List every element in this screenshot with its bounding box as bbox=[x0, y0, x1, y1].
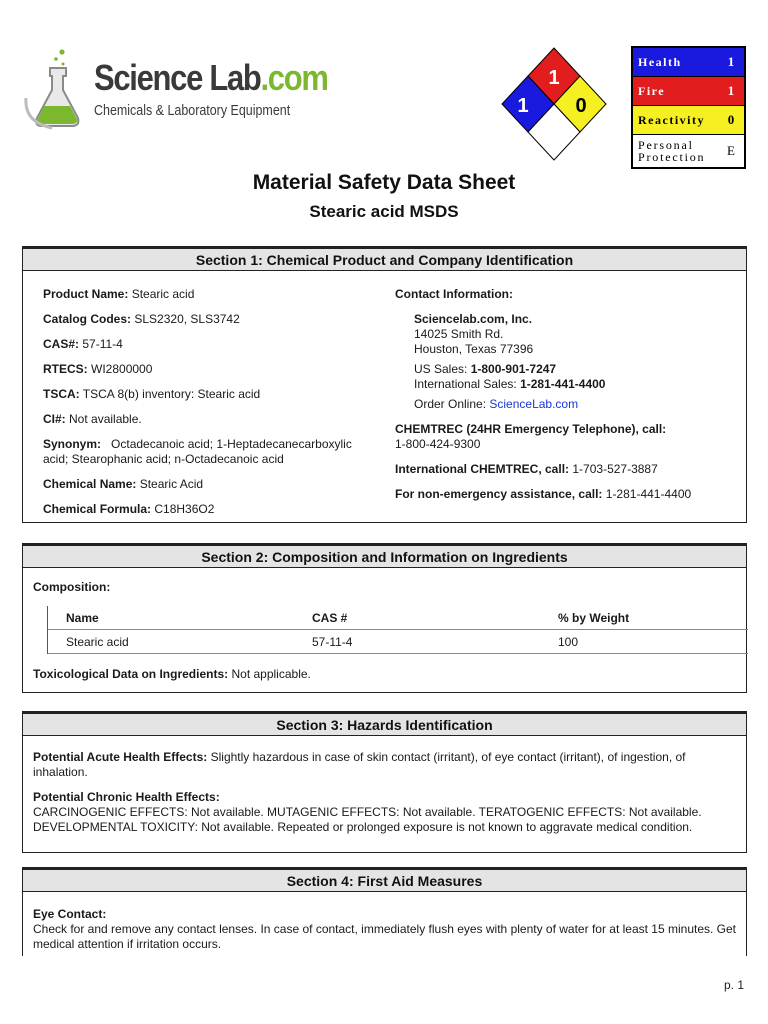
eye-contact-value: Check for and remove any contact lenses. In case of contact, immediately flush eyes with plenty of water for at least 15 minutes. Get medical attention if irritation occurs. bbox=[33, 922, 737, 951]
hmis-rating-table bbox=[631, 46, 746, 169]
chronic-health-effects bbox=[33, 790, 738, 835]
section-4-heading: Section 4: First Aid Measures bbox=[23, 870, 746, 892]
us-sales-label: US Sales: bbox=[414, 362, 468, 376]
toxicological-data bbox=[33, 667, 311, 681]
intl-chemtrec-phone: 1-703-527-3887 bbox=[572, 462, 658, 476]
cas-value: 57-11-4 bbox=[82, 337, 123, 351]
hmis-row-fire bbox=[633, 77, 744, 106]
ci-label: CI#: bbox=[43, 412, 66, 426]
section-2-heading: Section 2: Composition and Information on Ingredients bbox=[23, 546, 746, 568]
document-title: Material Safety Data Sheet bbox=[252, 171, 516, 194]
section-4 bbox=[22, 867, 747, 956]
document-subtitle: Stearic acid MSDS bbox=[309, 202, 459, 221]
product-name-value: Stearic acid bbox=[131, 287, 195, 301]
hmis-row-personal-protection bbox=[633, 135, 744, 167]
logo-wordmark bbox=[94, 57, 328, 98]
table-row bbox=[48, 630, 748, 654]
cell-weight: 100 bbox=[558, 634, 579, 649]
company-name: Sciencelab.com, Inc. bbox=[414, 312, 533, 326]
hmis-reactivity-value: 0 bbox=[727, 112, 735, 127]
chronic-value: CARCINOGENIC EFFECTS: Not available. MUTAGENIC EFFECTS: Not available. TERATOGENIC EFFECTS: Not available. DEVELOPMENTAL TOXICITY: Not available. Repeated or prolonged exposure is not known to aggravate medical condition. bbox=[33, 805, 702, 834]
company-street: 14025 Smith Rd. bbox=[414, 327, 504, 341]
product-name-label: Product Name: bbox=[43, 287, 129, 301]
synonym-field bbox=[43, 437, 375, 467]
nonemergency-phone: 1-281-441-4400 bbox=[605, 487, 692, 501]
acute-label: Potential Acute Health Effects: bbox=[33, 750, 208, 764]
tox-value: Not applicable. bbox=[231, 667, 311, 681]
section-1-heading: Section 1: Chemical Product and Company Identification bbox=[23, 249, 746, 271]
rtecs-value: WI2800000 bbox=[91, 362, 153, 376]
synonym-value: Octadecanoic acid; 1-Heptadecanecarboxylic acid; Stearophanic acid; n-Octadecanoic acid bbox=[43, 437, 352, 466]
acute-value: Slightly hazardous in case of skin contact (irritant), of eye contact (irritant), of ingestion, of inhalation. bbox=[33, 750, 686, 779]
company-address bbox=[395, 312, 735, 357]
cas-field bbox=[43, 337, 375, 352]
cell-name: Stearic acid bbox=[66, 634, 129, 649]
order-online-label: Order Online: bbox=[414, 397, 487, 411]
intl-sales-label: International Sales: bbox=[414, 377, 517, 391]
tox-label: Toxicological Data on Ingredients: bbox=[33, 667, 229, 681]
ci-field bbox=[43, 412, 375, 427]
hmis-row-reactivity bbox=[633, 106, 744, 135]
hmis-ppe-value: E bbox=[727, 143, 735, 158]
contact-info-column bbox=[395, 287, 735, 512]
us-sales-phone: 1-800-901-7247 bbox=[470, 362, 557, 376]
rtecs-field bbox=[43, 362, 375, 377]
company-city: Houston, Texas 77396 bbox=[414, 342, 534, 356]
header-cas: CAS # bbox=[312, 610, 348, 625]
chronic-label: Potential Chronic Health Effects: bbox=[33, 790, 220, 804]
hmis-health-label: Health bbox=[638, 55, 682, 69]
chemical-formula-label: Chemical Formula: bbox=[43, 502, 152, 516]
hmis-fire-label: Fire bbox=[638, 84, 666, 98]
catalog-codes-label: Catalog Codes: bbox=[43, 312, 132, 326]
chemical-name-field bbox=[43, 477, 375, 492]
product-name-field bbox=[43, 287, 375, 302]
nfpa-diamond bbox=[499, 46, 609, 164]
tsca-field bbox=[43, 387, 375, 402]
tsca-value: TSCA 8(b) inventory: Stearic acid bbox=[82, 387, 261, 401]
hmis-row-health bbox=[633, 48, 744, 77]
section-3 bbox=[22, 711, 747, 853]
hmis-fire-value: 1 bbox=[727, 83, 735, 98]
hmis-health-value: 1 bbox=[727, 54, 735, 69]
hmis-ppe-label: Personal Protection bbox=[638, 138, 706, 164]
nonemergency-field bbox=[395, 487, 735, 502]
order-online-link[interactable]: ScienceLab.com bbox=[489, 397, 579, 411]
nfpa-health-value: 1 bbox=[517, 95, 529, 117]
chemical-name-value: Stearic Acid bbox=[139, 477, 204, 491]
contact-info-label bbox=[395, 287, 735, 302]
logo-name-suffix: .com bbox=[260, 57, 328, 98]
rtecs-label: RTECS: bbox=[43, 362, 88, 376]
ci-value: Not available. bbox=[69, 412, 142, 426]
eye-contact bbox=[33, 907, 738, 952]
chemtrec-phone: 1-800-424-9300 bbox=[395, 437, 481, 451]
catalog-codes-field bbox=[43, 312, 375, 327]
cell-cas: 57-11-4 bbox=[312, 634, 353, 649]
hmis-reactivity-label: Reactivity bbox=[638, 113, 705, 127]
eye-contact-label: Eye Contact: bbox=[33, 907, 107, 921]
logo-name-main: Science Lab bbox=[94, 57, 261, 98]
table-header-row bbox=[48, 606, 748, 630]
page-number: p. 1 bbox=[723, 978, 744, 992]
sciencelab-logo[interactable] bbox=[22, 46, 328, 130]
logo-tagline: Chemicals & Laboratory Equipment bbox=[94, 103, 291, 119]
section-2 bbox=[22, 543, 747, 693]
contact-info-heading: Contact Information: bbox=[395, 287, 513, 301]
intl-chemtrec-label: International CHEMTREC, call: bbox=[395, 462, 570, 476]
nonemergency-label: For non-emergency assistance, call: bbox=[395, 487, 603, 501]
catalog-codes-value: SLS2320, SLS3742 bbox=[134, 312, 240, 326]
chemtrec-label: CHEMTREC (24HR Emergency Telephone), call: bbox=[395, 422, 667, 436]
section-3-heading: Section 3: Hazards Identification bbox=[23, 714, 746, 736]
nfpa-fire-value: 1 bbox=[548, 67, 560, 89]
tsca-label: TSCA: bbox=[43, 387, 80, 401]
cas-label: CAS#: bbox=[43, 337, 80, 351]
nfpa-reactivity-value: 0 bbox=[575, 95, 587, 117]
synonym-label: Synonym: bbox=[43, 437, 102, 451]
acute-health-effects bbox=[33, 750, 738, 780]
order-online bbox=[395, 397, 735, 412]
intl-chemtrec-field bbox=[395, 462, 735, 477]
chemical-formula-field bbox=[43, 502, 375, 517]
header-weight: % by Weight bbox=[558, 610, 630, 625]
sales-phones bbox=[395, 362, 735, 392]
header-name: Name bbox=[66, 610, 99, 625]
composition-label: Composition: bbox=[33, 580, 111, 594]
section-1 bbox=[22, 246, 747, 523]
product-info-column bbox=[43, 287, 375, 527]
composition-table bbox=[47, 606, 748, 654]
chemical-name-label: Chemical Name: bbox=[43, 477, 137, 491]
chemical-formula-value: C18H36O2 bbox=[154, 502, 215, 516]
intl-sales-phone: 1-281-441-4400 bbox=[520, 377, 606, 391]
chemtrec-field bbox=[395, 422, 735, 452]
flask-icon bbox=[22, 46, 92, 130]
